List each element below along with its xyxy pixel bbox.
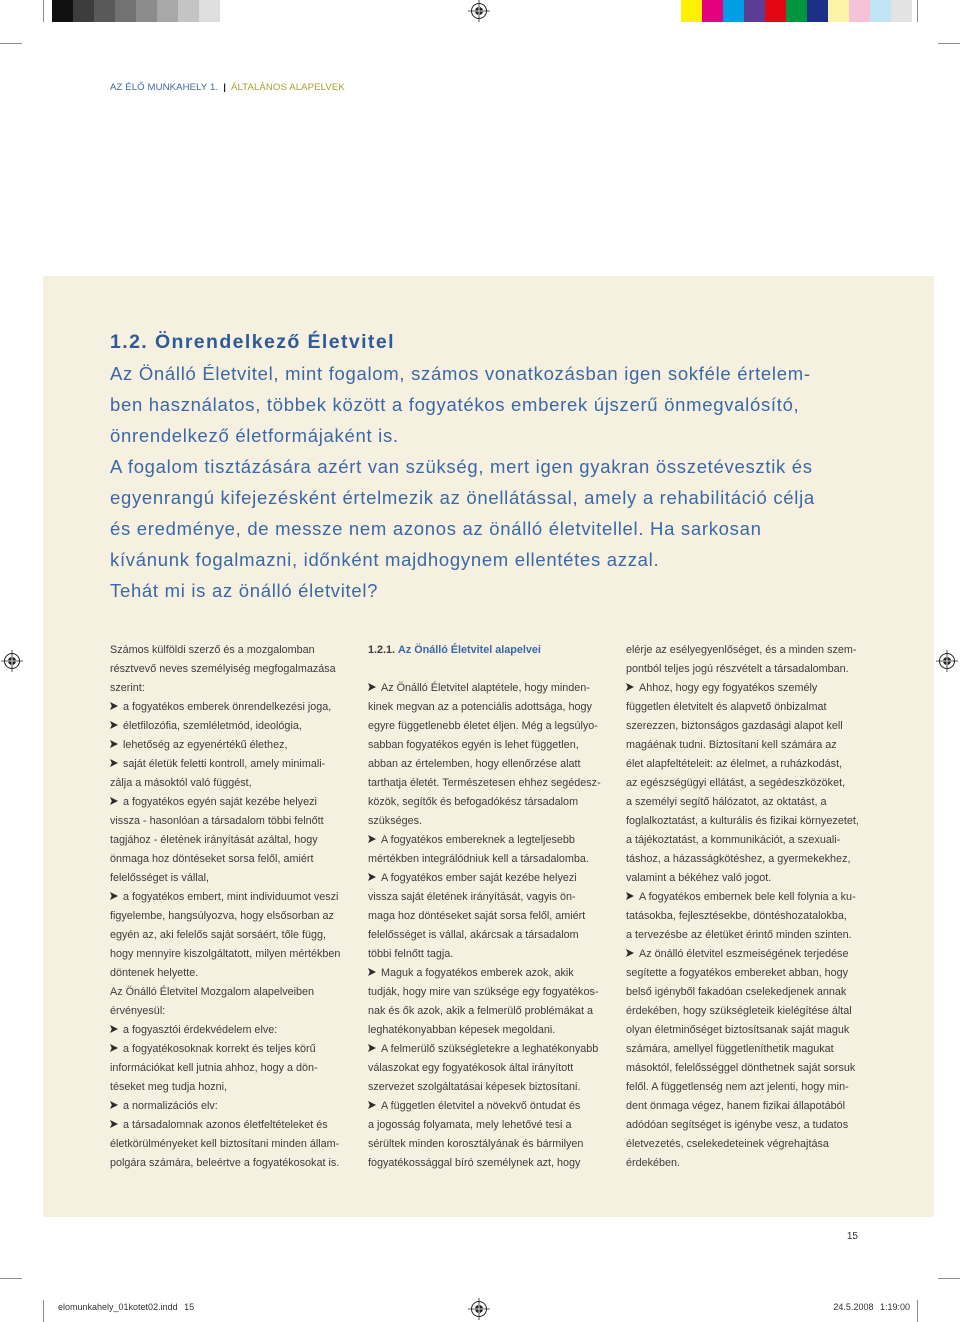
body-text-line — [626, 1116, 876, 1135]
line-text: felelősséget is vállal, — [110, 871, 210, 884]
bullet-point-line — [626, 679, 876, 698]
registration-mark-icon — [936, 650, 958, 672]
crop-mark — [917, 1300, 918, 1322]
text-column-1 — [110, 641, 360, 1174]
body-text-line — [368, 755, 618, 774]
body-text-line — [368, 717, 618, 736]
line-text: Az Önálló Életvitel alaptétele, hogy minden- — [381, 681, 590, 694]
line-text: tudják, hogy mire van szüksége egy fogyatékos- — [368, 986, 599, 999]
body-text-line — [368, 812, 618, 831]
arrow-bullet-icon — [368, 1101, 376, 1109]
bullet-point-line — [110, 1097, 360, 1116]
body-text-line — [368, 945, 618, 964]
crop-mark — [917, 0, 918, 22]
line-text: a társadalomnak azonos életfeltételeket és — [123, 1119, 328, 1132]
body-text-line — [626, 660, 876, 679]
column-lines — [368, 679, 618, 1174]
line-text: a fogyatékos egyén saját kezébe helyezi — [123, 795, 317, 808]
body-text-line — [110, 983, 360, 1002]
body-text-line — [626, 1078, 876, 1097]
body-text-line — [626, 926, 876, 945]
line-text: vissza - hasonlóan a társadalom többi felnőtt — [110, 814, 324, 827]
bullet-point-line — [368, 831, 618, 850]
body-text-line — [626, 812, 876, 831]
line-text: válaszokat egy fogyatékosok által irányított — [368, 1062, 574, 1075]
body-text-line — [110, 907, 360, 926]
arrow-bullet-icon — [110, 1120, 118, 1128]
line-text: többi felnőtt tagja. — [368, 948, 454, 960]
body-text-line — [368, 850, 618, 869]
line-text: A felmerülő szükségletekre a leghatékonyabb — [381, 1043, 599, 1056]
body-text-line — [626, 1154, 876, 1173]
body-text-line — [626, 1097, 876, 1116]
slug-file-name: elomunkahely_01kotet02.indd 15 — [58, 1302, 195, 1312]
intro-line: kívánunk fogalmazni, időnként majdhogynem ellentétes azzal. — [110, 549, 660, 570]
arrow-bullet-icon — [368, 835, 376, 843]
arrow-bullet-icon — [626, 892, 634, 900]
line-text: zálja a másoktól való függést, — [110, 776, 252, 789]
grayscale-color-bar — [52, 0, 220, 22]
line-text: abban az értelemben, hogy ellenőrzése alatt — [368, 757, 581, 770]
line-text: polgára számára, beleértve a fogyatékosokat is. — [110, 1157, 340, 1170]
body-text-line — [110, 1135, 360, 1154]
line-text: életvezetés, cselekedeteinek végrehajtása — [626, 1138, 829, 1151]
gray-swatch — [136, 0, 157, 22]
registration-mark-icon — [468, 1298, 490, 1320]
gray-swatch — [199, 0, 220, 22]
body-text-line — [368, 1135, 618, 1154]
line-text: a tájékoztatást, a kommunikációt, a szexuali- — [626, 833, 841, 846]
body-text-line — [368, 793, 618, 812]
line-text: a fogyatékos emberek önrendelkezési joga, — [123, 700, 332, 713]
body-text-line — [110, 660, 360, 679]
arrow-bullet-icon — [110, 759, 118, 767]
line-text: magáénak tudni. Biztosítani kell számára az — [626, 738, 837, 751]
line-text: Az Önálló Életvitel Mozgalom alapelveiben — [110, 986, 315, 999]
body-text-line — [110, 1059, 360, 1078]
line-text: egyre függetlenebb életet éljen. Még a legsúlyo- — [368, 719, 598, 732]
gray-swatch — [52, 0, 73, 22]
body-text-line — [368, 1154, 618, 1173]
body-text-line — [110, 869, 360, 888]
line-text: szervezet szolgáltatásai képesek biztosítani. — [368, 1081, 581, 1094]
body-text-line — [368, 1116, 618, 1135]
line-text: A fogyatékos embereknek a legteljesebb — [381, 833, 575, 846]
line-text: a normalizációs elv: — [123, 1100, 218, 1113]
body-text-line — [626, 1135, 876, 1154]
bullet-point-line — [110, 888, 360, 907]
body-text-line — [110, 1154, 360, 1173]
body-text-line — [110, 679, 360, 698]
body-text-line — [626, 850, 876, 869]
body-text-line — [626, 793, 876, 812]
body-text-line — [368, 926, 618, 945]
body-text-line — [368, 1021, 618, 1040]
arrow-bullet-icon — [110, 702, 118, 710]
body-text-line — [626, 698, 876, 717]
bullet-point-line — [626, 945, 876, 964]
line-text: foglalkoztatást, a kulturális és fizikai környezetet, — [626, 814, 859, 827]
body-text-line — [110, 1002, 360, 1021]
color-swatch — [849, 0, 870, 22]
intro-line: önrendelkező életformájaként is. — [110, 425, 399, 446]
intro-line: Az Önálló Életvitel, mint fogalom, számos vonatkozásban igen sokféle értelem- — [110, 363, 811, 384]
color-swatch — [891, 0, 912, 22]
crop-mark — [938, 43, 960, 44]
line-text: élet alapfeltételeit: az élelmet, a ruházkodást, — [626, 757, 843, 770]
line-text: a fogyatékosoknak korrekt és teljes körű — [123, 1043, 316, 1056]
running-header — [110, 81, 345, 95]
line-text: valamint a békéhez való jogot. — [626, 871, 772, 884]
line-text: kinek megvan az a potenciális adottsága, hogy — [368, 700, 592, 713]
line-text: sabban fogyatékos egyén is lehet független, — [368, 738, 579, 751]
line-text: a fogyatékos embert, mint individuumot veszi — [123, 890, 339, 903]
line-text: érdekében, hogy szükségleteik kielégítése által — [626, 1005, 852, 1018]
body-text-line — [110, 926, 360, 945]
subsection-title: Az Önálló Életvitel alapelvei — [398, 643, 541, 656]
arrow-bullet-icon — [110, 797, 118, 805]
chapter-title: ÁLTALÁNOS ALAPELVEK — [230, 82, 345, 93]
body-text-line — [626, 1059, 876, 1078]
line-text: közök, segítők és befogadókész társadalom — [368, 795, 579, 808]
gray-swatch — [73, 0, 94, 22]
color-swatch — [870, 0, 891, 22]
body-text-line — [368, 888, 618, 907]
line-text: segítette a fogyatékos embereket abban, hogy — [626, 967, 849, 980]
section-title: 1.2. Önrendelkező Életvitel — [110, 331, 395, 353]
body-text-line — [368, 698, 618, 717]
body-text-line — [626, 983, 876, 1002]
body-text-line — [110, 964, 360, 983]
body-text-line — [626, 736, 876, 755]
line-text: sérültek minden korosztályának és bármilyen — [368, 1138, 584, 1151]
body-text-line — [110, 1078, 360, 1097]
body-text-line — [110, 945, 360, 964]
arrow-bullet-icon — [368, 1044, 376, 1052]
bullet-point-line — [368, 1040, 618, 1059]
page-number: 15 — [846, 1231, 858, 1242]
body-text-line — [110, 641, 360, 660]
body-text-line — [110, 850, 360, 869]
column-lines — [626, 641, 876, 1174]
line-text: A fogyatékos embernek bele kell folynia a ku- — [639, 890, 856, 903]
line-text: a tervezésbe az életüket érintő minden szinten. — [626, 928, 852, 941]
line-text: a fogyasztói érdekvédelem elve: — [123, 1024, 278, 1037]
book-title: AZ ÉLŐ MUNKAHELY 1. — [110, 82, 219, 93]
body-text-line — [368, 1002, 618, 1021]
bullet-point-line — [368, 1097, 618, 1116]
line-text: szükséges. — [368, 814, 423, 827]
line-text: döntenek helyette. — [110, 967, 199, 980]
line-text: A független életvitel a növekvő öntudat és — [381, 1100, 581, 1113]
body-text-line — [626, 1021, 876, 1040]
body-text-line — [626, 1040, 876, 1059]
arrow-bullet-icon — [110, 1044, 118, 1052]
crop-mark — [43, 0, 44, 22]
color-swatch — [681, 0, 702, 22]
line-text: számára, amellyel függetleníthetik magukat — [626, 1043, 834, 1056]
color-swatch — [702, 0, 723, 22]
line-text: életfilozófia, szemléletmód, ideológia, — [123, 719, 302, 732]
line-text: figyelembe, hangsúlyozva, hogy elsősorban az — [110, 909, 334, 922]
body-text-line — [626, 907, 876, 926]
line-text: felől. A függetlenség nem azt jelenti, hogy min- — [626, 1081, 849, 1094]
bullet-point-line — [110, 1040, 360, 1059]
subsection-heading — [368, 641, 618, 660]
line-text: a jogosság folyamata, mely lehetővé tesi a — [368, 1119, 572, 1132]
arrow-bullet-icon — [110, 721, 118, 729]
arrow-bullet-icon — [368, 968, 376, 976]
arrow-bullet-icon — [110, 892, 118, 900]
process-color-bar — [681, 0, 912, 22]
color-swatch — [765, 0, 786, 22]
body-text-line — [626, 755, 876, 774]
text-column-2 — [368, 641, 618, 1174]
header-separator: | — [223, 82, 226, 93]
line-text: Számos külföldi szerző és a mozgalomban — [110, 643, 315, 656]
color-swatch — [786, 0, 807, 22]
line-text: életkörülményeket kell biztosítani minden állam- — [110, 1138, 340, 1151]
bullet-point-line — [110, 717, 360, 736]
body-text-line — [368, 983, 618, 1002]
body-text-line — [110, 774, 360, 793]
body-text-line — [110, 812, 360, 831]
arrow-bullet-icon — [626, 683, 634, 691]
line-text: téseket meg tudja hozni, — [110, 1081, 228, 1094]
bullet-point-line — [368, 964, 618, 983]
intro-line: és eredménye, de messze nem azonos az önálló életvitellel. Ha sarkosan — [110, 518, 762, 539]
body-text-line — [110, 831, 360, 850]
crop-mark — [0, 1278, 22, 1279]
gray-swatch — [115, 0, 136, 22]
color-swatch — [828, 0, 849, 22]
color-swatch — [744, 0, 765, 22]
arrow-bullet-icon — [626, 949, 634, 957]
intro-line: egyenrangú kifejezésként értelmezik az önellátással, amely a rehabilitáció célja — [110, 487, 815, 508]
crop-mark — [0, 43, 22, 44]
body-text-line — [626, 774, 876, 793]
line-text: dent önmaga végez, hanem fizikai állapotából — [626, 1100, 846, 1113]
line-text: a személyi segítő hálózatot, az oktatást, a — [626, 795, 827, 808]
line-text: Maguk a fogyatékos emberek azok, akik — [381, 967, 574, 980]
intro-paragraph — [110, 358, 815, 606]
body-text-line — [626, 1002, 876, 1021]
line-text: hogy mennyire kiszolgáltatott, milyen mértékben — [110, 948, 341, 960]
arrow-bullet-icon — [368, 683, 376, 691]
line-text: pontból teljes jogú részvételt a társadalomban. — [626, 662, 849, 675]
gray-swatch — [157, 0, 178, 22]
text-column-3 — [626, 641, 876, 1174]
line-text: fogyatékossággal bíró személynek azt, hogy — [368, 1157, 581, 1170]
line-text: nak és ők azok, akik a felmerülő problémákat a — [368, 1005, 594, 1018]
line-text: egyén az, aki felelős saját sorsáért, tőle függ, — [110, 928, 327, 941]
crop-mark — [938, 1278, 960, 1279]
bullet-point-line — [110, 1021, 360, 1040]
line-text: szerint: — [110, 681, 145, 694]
body-text-line — [368, 1059, 618, 1078]
bullet-point-line — [368, 869, 618, 888]
bullet-point-line — [626, 888, 876, 907]
line-text: az egészségügyi ellátást, a segédeszközöket, — [626, 776, 846, 789]
bullet-point-line — [110, 698, 360, 717]
bullet-point-line — [110, 736, 360, 755]
body-text-line — [626, 869, 876, 888]
line-text: másoktól, felelősséggel dönthetnek saját sorsuk — [626, 1062, 856, 1075]
line-text: tatásokba, fejlesztésekbe, döntéshozatalokba, — [626, 909, 847, 922]
line-text: maga hoz döntéseket saját sorsa felől, amiért — [368, 909, 586, 922]
line-text: önmaga hoz döntéseket sorsa felől, amiért — [110, 852, 314, 865]
line-text: Ahhoz, hogy egy fogyatékos személy — [639, 681, 818, 694]
registration-mark-icon — [1, 650, 23, 672]
registration-mark-icon — [468, 0, 490, 22]
body-text-line — [368, 1078, 618, 1097]
bullet-point-line — [110, 755, 360, 774]
gray-swatch — [178, 0, 199, 22]
body-text-line — [626, 964, 876, 983]
intro-line: ben használatos, többek között a fogyatékos emberek újszerű önmegvalósító, — [110, 394, 800, 415]
line-text: lehetőség az egyenértékű élethez, — [123, 738, 288, 751]
arrow-bullet-icon — [110, 1101, 118, 1109]
bullet-point-line — [110, 1116, 360, 1135]
column-lines — [110, 641, 360, 1174]
body-text-line — [368, 736, 618, 755]
intro-line: A fogalom tisztázására azért van szükség, mert igen gyakran összetévesztik és — [110, 456, 813, 477]
body-text-line — [626, 831, 876, 850]
body-text-line — [368, 907, 618, 926]
color-swatch — [807, 0, 828, 22]
bullet-point-line — [368, 679, 618, 698]
body-text-line — [626, 717, 876, 736]
subsection-number: 1.2.1. — [368, 643, 396, 656]
line-text: elérje az esélyegyenlőséget, és a minden szem- — [626, 643, 857, 656]
crop-mark — [43, 1300, 44, 1322]
line-text: érvényesül: — [110, 1005, 166, 1018]
line-text: tarthatja életét. Természetesen ehhez segédesz- — [368, 776, 601, 789]
intro-line: Tehát mi is az önálló életvitel? — [110, 580, 379, 601]
gray-swatch — [94, 0, 115, 22]
line-text: vissza saját életének irányítását, vagyis ön- — [368, 890, 576, 903]
line-text: felelősséget is vállal, akárcsak a társadalom — [368, 928, 579, 941]
arrow-bullet-icon — [110, 740, 118, 748]
color-swatch — [723, 0, 744, 22]
arrow-bullet-icon — [368, 873, 376, 881]
slug-timestamp: 24.5.2008 1:19:00 — [833, 1302, 910, 1312]
line-text: érdekében. — [626, 1157, 681, 1170]
line-text: A fogyatékos ember saját kezébe helyezi — [381, 871, 577, 884]
bullet-point-line — [110, 793, 360, 812]
line-text: független életvitelt és alapvető önbizalmat — [626, 700, 827, 713]
line-text: olyan életminőséget biztosítsanak saját maguk — [626, 1024, 850, 1037]
line-text: résztvevő neves személyiség megfogalmazása — [110, 662, 336, 675]
line-text: Az önálló életvitel eszmeiségének terjedése — [639, 948, 849, 960]
line-text: adódóan segítséget is igénybe vesz, a tudatos — [626, 1119, 849, 1132]
line-text: táshoz, a házasságkötéshez, a gyermekekhez, — [626, 852, 851, 865]
arrow-bullet-icon — [110, 1025, 118, 1033]
body-text-line — [368, 774, 618, 793]
line-text: információkat kell jutnia ahhoz, hogy a dön- — [110, 1062, 318, 1075]
line-text: belső igényből fakadóan cselekedjenek annak — [626, 986, 847, 999]
line-text: szerezzen, biztonságos gazdasági alapot kell — [626, 719, 843, 732]
line-text: tagjához - életének irányítását azáltal, hogy — [110, 833, 318, 846]
line-text: leghatékonyabban képesek megoldani. — [368, 1024, 556, 1037]
line-text: saját életük feletti kontroll, amely minimali- — [123, 757, 326, 770]
body-text-line — [626, 641, 876, 660]
line-text: mértékben integrálódniuk kell a társadalomba. — [368, 852, 589, 865]
